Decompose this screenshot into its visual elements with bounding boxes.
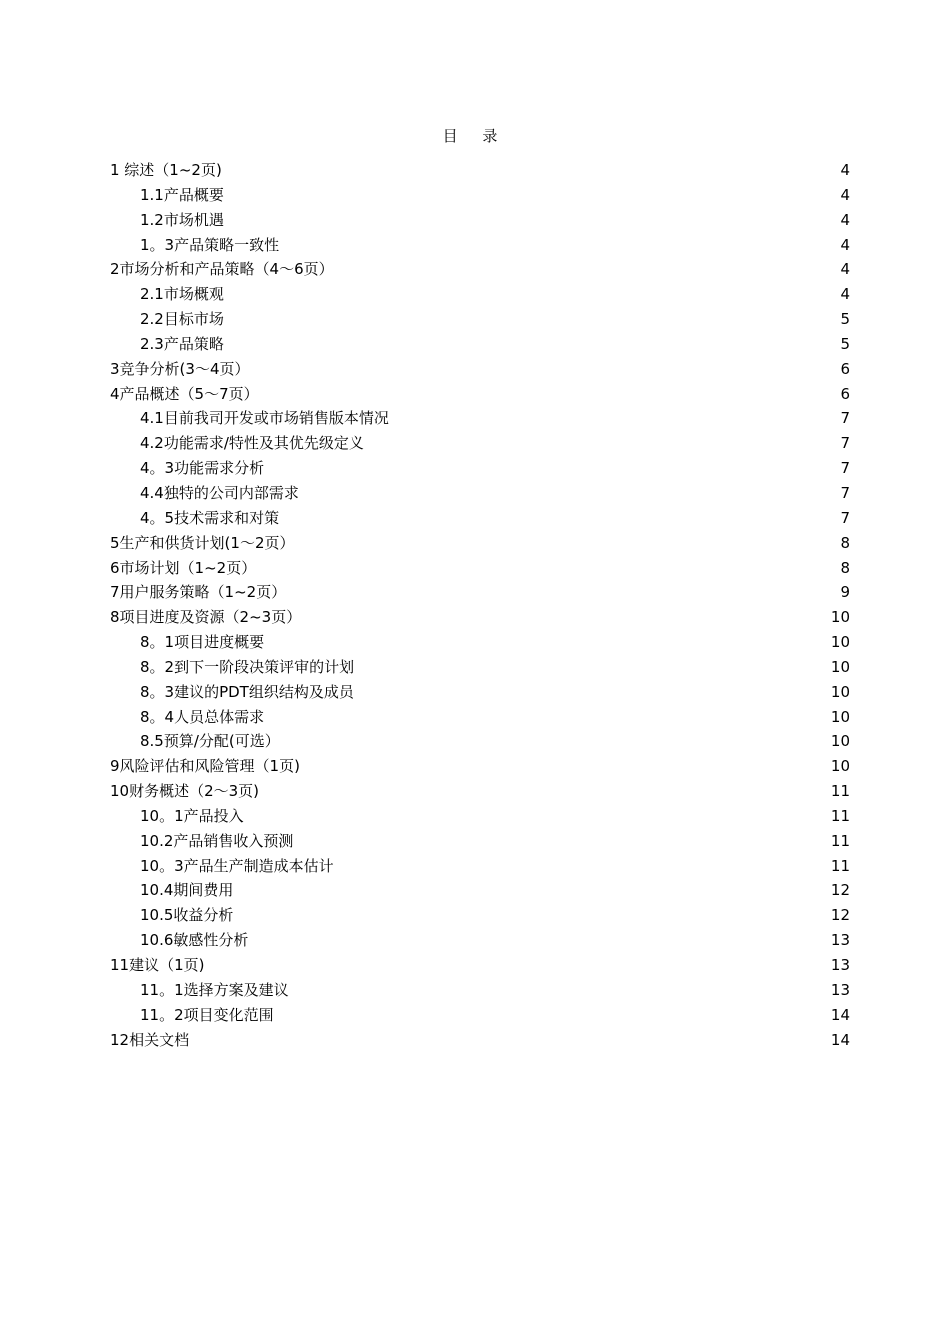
toc-entry-page-number: 7 (840, 508, 850, 527)
toc-entry-text: 4.2功能需求/特性及其优先级定义 (140, 434, 364, 453)
toc-entry[interactable] (110, 481, 850, 506)
toc-entry-text: 2.2目标市场 (140, 310, 224, 329)
toc-entry-page-number: 10 (830, 682, 850, 701)
toc-entry[interactable] (110, 605, 850, 630)
toc-entry-text: 3竞争分析(3～4页） (110, 359, 250, 378)
toc-entry-text: 7用户服务策略（1~2页） (110, 583, 287, 602)
toc-entry[interactable] (110, 854, 850, 879)
toc-entry-page-number: 4 (840, 235, 850, 254)
toc-entry[interactable] (110, 804, 850, 829)
table-of-contents (110, 158, 850, 1052)
toc-entry[interactable] (110, 630, 850, 655)
toc-entry-page-number: 12 (830, 906, 850, 925)
toc-entry-page-number: 14 (830, 1030, 850, 1049)
toc-entry[interactable] (110, 158, 850, 183)
toc-entry-text: 10.4期间费用 (140, 881, 234, 900)
toc-entry[interactable] (110, 580, 850, 605)
toc-entry-page-number: 4 (840, 260, 850, 279)
toc-entry-text: 4.4独特的公司内部需求 (140, 483, 299, 502)
toc-entry-page-number: 13 (830, 980, 850, 999)
toc-entry[interactable] (110, 183, 850, 208)
toc-entry-text: 8.5预算/分配(可选） (140, 732, 280, 751)
toc-entry[interactable] (110, 282, 850, 307)
toc-entry-page-number: 10 (830, 707, 850, 726)
toc-entry-text: 10。3产品生产制造成本估计 (140, 856, 334, 875)
toc-entry-page-number: 13 (830, 931, 850, 950)
toc-entry[interactable] (110, 729, 850, 754)
toc-entry[interactable] (110, 431, 850, 456)
toc-entry[interactable] (110, 878, 850, 903)
toc-entry-text: 8。2到下一阶段决策评审的计划 (140, 657, 355, 676)
toc-entry[interactable] (110, 506, 850, 531)
toc-title: 目 录 (442, 127, 508, 145)
toc-entry-page-number: 6 (840, 359, 850, 378)
toc-entry-text: 8项目进度及资源（2~3页） (110, 608, 302, 627)
toc-entry-page-number: 10 (830, 732, 850, 751)
toc-entry[interactable] (110, 332, 850, 357)
toc-entry-text: 1。3产品策略一致性 (140, 235, 280, 254)
toc-entry-text: 10.2产品销售收入预测 (140, 831, 294, 850)
toc-entry-page-number: 11 (830, 856, 850, 875)
toc-entry-page-number: 11 (830, 831, 850, 850)
toc-entry-text: 10财务概述（2～3页) (110, 782, 260, 801)
toc-entry-text: 11建议（1页) (110, 956, 205, 974)
toc-entry-page-number: 10 (830, 608, 850, 627)
toc-entry-page-number: 14 (830, 1005, 850, 1024)
toc-entry-text: 2.3产品策略 (140, 334, 224, 353)
toc-entry-text: 5生产和供货计划(1～2页） (110, 533, 295, 552)
toc-entry-text: 4.1目前我司开发或市场销售版本情况 (140, 409, 389, 428)
toc-entry-page-number: 13 (830, 956, 850, 974)
toc-entry-text: 4。5技术需求和对策 (140, 508, 280, 527)
toc-entry[interactable] (110, 1003, 850, 1028)
toc-entry[interactable] (110, 754, 850, 779)
toc-entry-page-number: 4 (840, 285, 850, 304)
toc-entry-page-number: 4 (840, 185, 850, 204)
toc-entry-text: 11。2项目变化范围 (140, 1005, 274, 1024)
toc-entry-text: 1.2市场机遇 (140, 210, 224, 229)
toc-entry-text: 6市场计划（1~2页） (110, 558, 257, 577)
toc-entry-page-number: 5 (840, 310, 850, 329)
toc-entry-page-number: 7 (840, 459, 850, 478)
toc-entry-page-number: 11 (830, 782, 850, 801)
toc-entry[interactable] (110, 1028, 850, 1053)
toc-entry-page-number: 8 (840, 558, 850, 577)
toc-entry[interactable] (110, 406, 850, 431)
toc-entry-text: 2.1市场概观 (140, 285, 224, 304)
toc-entry[interactable] (110, 903, 850, 928)
toc-entry[interactable] (110, 257, 850, 282)
toc-entry[interactable] (110, 382, 850, 407)
toc-entry-text: 11。1选择方案及建议 (140, 980, 289, 999)
toc-entry-text: 10。1产品投入 (140, 806, 244, 825)
toc-entry-text: 4。3功能需求分析 (140, 459, 265, 478)
toc-entry[interactable] (110, 705, 850, 730)
toc-entry[interactable] (110, 953, 850, 978)
toc-entry-page-number: 7 (840, 483, 850, 502)
toc-entry[interactable] (110, 208, 850, 233)
toc-entry-text: 10.6敏感性分析 (140, 931, 249, 950)
toc-entry[interactable] (110, 829, 850, 854)
toc-entry-page-number: 8 (840, 533, 850, 552)
toc-entry-page-number: 7 (840, 409, 850, 428)
toc-entry[interactable] (110, 531, 850, 556)
toc-entry-page-number: 6 (840, 384, 850, 403)
toc-entry-page-number: 12 (830, 881, 850, 900)
toc-entry[interactable] (110, 978, 850, 1003)
toc-entry-text: 1.1产品概要 (140, 185, 224, 204)
toc-entry-text: 8。4人员总体需求 (140, 707, 265, 726)
toc-entry-page-number: 4 (840, 210, 850, 229)
toc-entry-page-number: 9 (840, 583, 850, 602)
toc-entry-text: 8。1项目进度概要 (140, 633, 265, 652)
toc-entry-text: 1 综述（1~2页) (110, 161, 222, 179)
toc-entry-page-number: 11 (830, 806, 850, 825)
toc-entry[interactable] (110, 928, 850, 953)
toc-entry-text: 2市场分析和产品策略（4～6页） (110, 260, 334, 279)
toc-entry-page-number: 7 (840, 434, 850, 453)
toc-entry-page-number: 4 (840, 161, 850, 179)
toc-entry-text: 8。3建议的PDT组织结构及成员 (140, 682, 354, 701)
toc-entry-page-number: 10 (830, 633, 850, 652)
toc-entry-text: 12相关文档 (110, 1030, 190, 1049)
toc-entry[interactable] (110, 779, 850, 804)
toc-entry[interactable] (110, 307, 850, 332)
toc-entry[interactable] (110, 655, 850, 680)
toc-entry[interactable] (110, 233, 850, 258)
toc-entry-page-number: 10 (830, 757, 850, 776)
toc-entry-text: 9风险评估和风险管理（1页) (110, 757, 300, 776)
toc-entry-page-number: 5 (840, 334, 850, 353)
toc-entry-text: 10.5收益分析 (140, 906, 234, 925)
toc-entry[interactable] (110, 680, 850, 705)
toc-entry[interactable] (110, 556, 850, 581)
toc-entry[interactable] (110, 357, 850, 382)
toc-entry-text: 4产品概述（5～7页） (110, 384, 259, 403)
toc-entry[interactable] (110, 456, 850, 481)
toc-entry-page-number: 10 (830, 657, 850, 676)
